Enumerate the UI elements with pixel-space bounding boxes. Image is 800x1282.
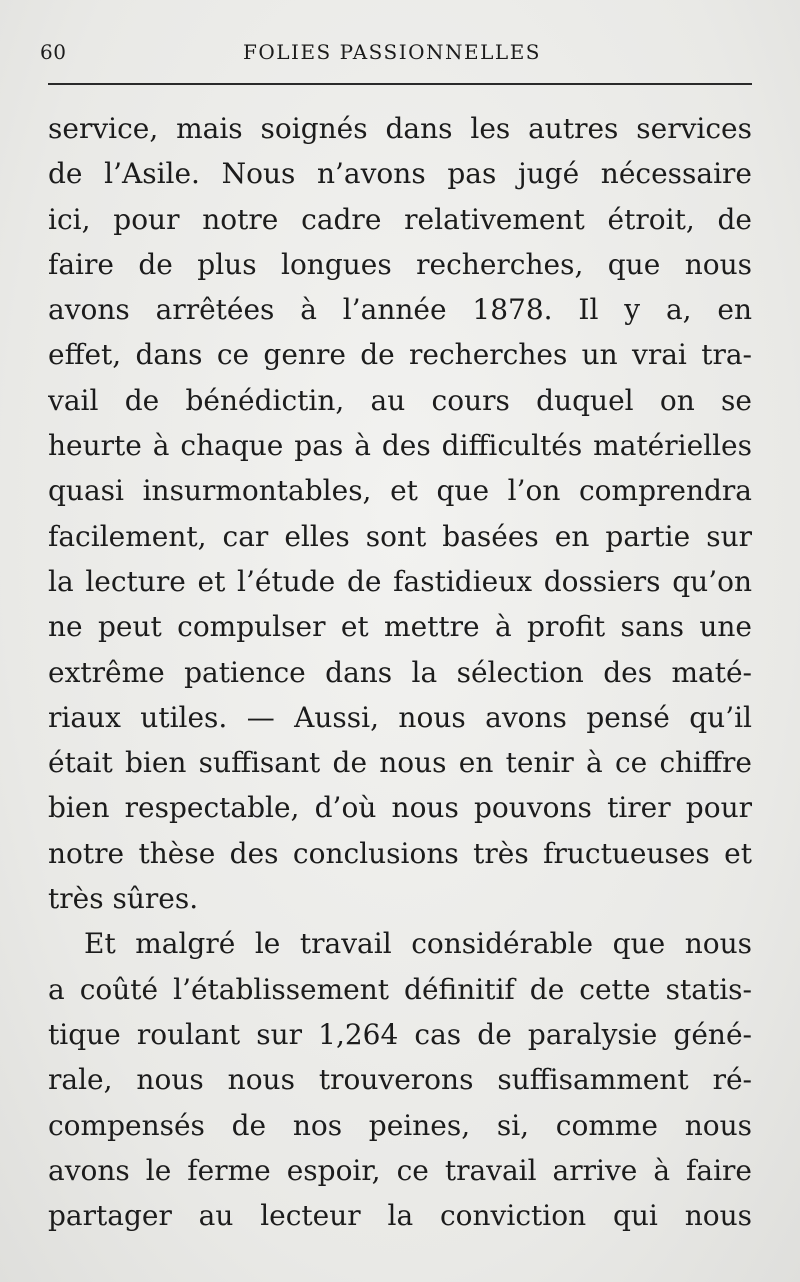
text-line: bien respectable, d’où nous pouvons tirer pour bbox=[48, 791, 752, 825]
text-line: service, mais soignés dans les autres services bbox=[48, 112, 752, 145]
page-number: 60 bbox=[40, 40, 67, 64]
text-line: de l’Asile. Nous n’avons pas jugé nécessaire bbox=[48, 157, 752, 191]
text-line: rale, nous nous trouverons suffisamment ré- bbox=[48, 1063, 752, 1097]
text-line: ne peut compulser et mettre à profit sans une bbox=[48, 610, 752, 644]
text-line: ici, pour notre cadre relativement étroit, de bbox=[48, 202, 752, 236]
text-line: facilement, car elles sont basées en partie sur bbox=[48, 519, 752, 553]
text-line: partager au lecteur la conviction qui nous bbox=[48, 1199, 752, 1233]
text-line: notre thèse des conclusions très fructueuses et bbox=[48, 836, 752, 870]
text-line: quasi insurmontables, et que l’on comprendra bbox=[48, 474, 752, 508]
text-line: la lecture et l’étude de fastidieux dossiers qu’on bbox=[48, 564, 752, 598]
page-header bbox=[40, 40, 752, 70]
text-line: avons le ferme espoir, ce travail arrive à faire bbox=[48, 1153, 752, 1187]
text-line: effet, dans ce genre de recherches un vrai tra- bbox=[48, 338, 752, 372]
text-line: compensés de nos peines, si, comme nous bbox=[48, 1108, 752, 1142]
text-line: tique roulant sur 1,264 cas de paralysie géné- bbox=[48, 1017, 752, 1051]
running-title: FOLIES PASSIONNELLES bbox=[243, 40, 541, 64]
body-text bbox=[48, 106, 752, 1238]
text-line: extrême patience dans la sélection des maté- bbox=[48, 655, 752, 689]
text-line: très sûres. bbox=[48, 882, 199, 916]
text-line: vail de bénédictin, au cours duquel on se bbox=[48, 383, 752, 417]
text-line: avons arrêtées à l’année 1878. Il y a, en bbox=[48, 293, 752, 327]
header-rule bbox=[48, 83, 752, 85]
text-line: heurte à chaque pas à des difficultés matérielles bbox=[48, 429, 752, 463]
text-line: riaux utiles. — Aussi, nous avons pensé qu’il bbox=[48, 700, 752, 734]
text-line: a coûté l’établissement définitif de cette statis- bbox=[48, 972, 752, 1006]
text-line: Et malgré le travail considérable que nous bbox=[84, 927, 752, 961]
text-line: était bien suffisant de nous en tenir à ce chiffre bbox=[48, 746, 752, 780]
text-line: faire de plus longues recherches, que nous bbox=[48, 247, 752, 281]
